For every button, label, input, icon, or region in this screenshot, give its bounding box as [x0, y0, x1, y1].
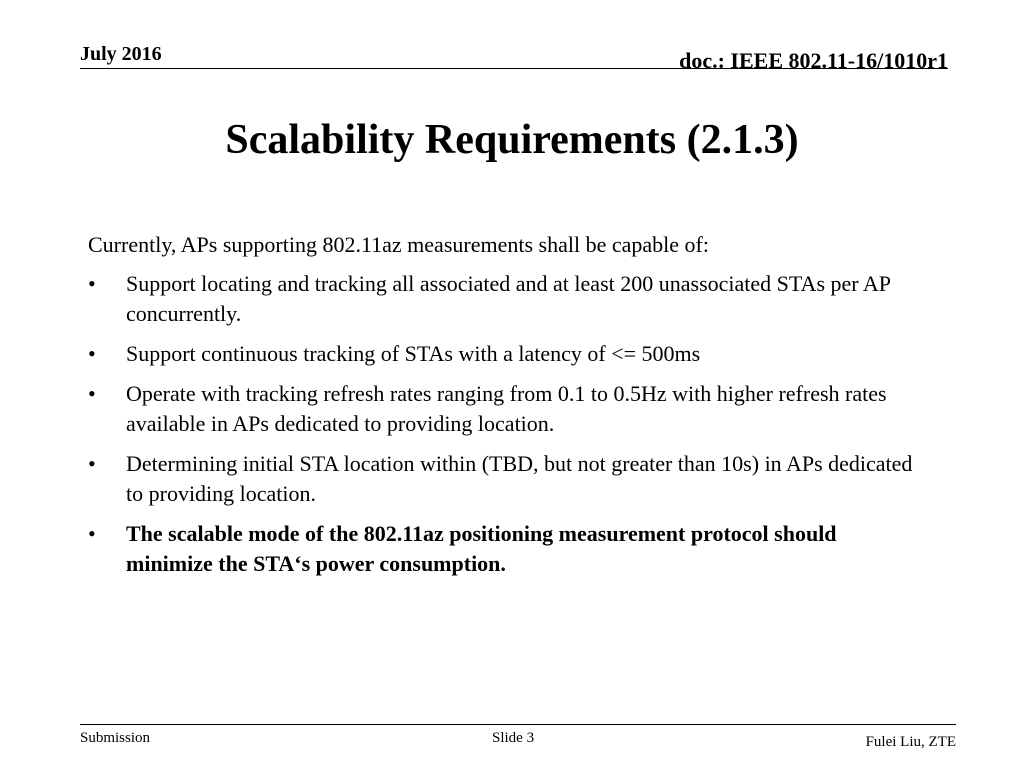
bullet-marker: •	[88, 341, 96, 366]
bullet-item	[88, 339, 918, 369]
header-doc-id: doc.: IEEE 802.11-16/1010r1	[679, 48, 948, 73]
header-divider	[80, 68, 948, 69]
bullet-list	[88, 269, 918, 579]
bullet-text: The scalable mode of the 802.11az positioning measurement protocol should minimize the STA‘s power consumption.	[126, 521, 837, 576]
footer-slide-number: Slide 3	[492, 730, 535, 746]
bullet-item	[88, 379, 918, 439]
intro-text: Currently, APs supporting 802.11az measurements shall be capable of:	[88, 232, 709, 257]
bullet-marker: •	[88, 381, 96, 406]
bullet-text: Operate with tracking refresh rates ranging from 0.1 to 0.5Hz with higher refresh rates available in APs dedicated to providing location.	[126, 381, 887, 436]
slide-title: Scalability Requirements (2.1.3)	[225, 117, 799, 163]
footer-author: Fulei Liu, ZTE	[865, 734, 956, 750]
bullet-marker: •	[88, 451, 96, 476]
slide-body	[88, 230, 918, 589]
bullet-marker: •	[88, 521, 96, 546]
bullet-marker: •	[88, 271, 96, 296]
bullet-text: Determining initial STA location within (TBD, but not greater than 10s) in APs dedicated to providing location.	[126, 451, 913, 506]
bullet-item	[88, 449, 918, 509]
bullet-text: Support continuous tracking of STAs with a latency of <= 500ms	[126, 341, 701, 366]
footer-divider	[80, 724, 956, 725]
bullet-item	[88, 269, 918, 329]
footer-submission: Submission	[80, 730, 151, 746]
bullet-item-emphasis	[88, 519, 918, 579]
header-date: July 2016	[80, 43, 162, 65]
bullet-text: Support locating and tracking all associated and at least 200 unassociated STAs per AP concurrently.	[126, 271, 891, 326]
